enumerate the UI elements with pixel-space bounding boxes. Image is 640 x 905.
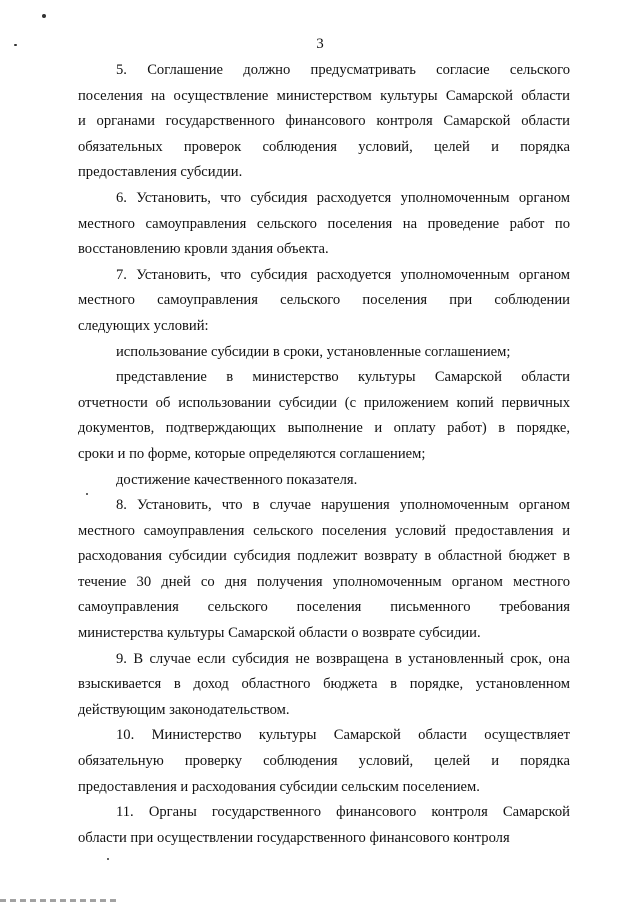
text-line: 11. Органы государственного финансового контроля Самарской xyxy=(116,804,570,821)
text-line: действующим законодательством. xyxy=(78,701,290,718)
text-line: 8. Установить, что в случае нарушения уполномоченным органом xyxy=(116,497,570,514)
text-line: области при осуществлении государственного финансового контроля xyxy=(78,829,510,846)
text-line: расходования субсидии субсидия подлежит возврату в областной бюджет в xyxy=(78,548,570,565)
text-line: поселения на осуществление министерством культуры Самарской области xyxy=(78,87,570,104)
text-line: 6. Установить, что субсидия расходуется уполномоченным органом xyxy=(116,189,570,206)
paragraph xyxy=(78,263,570,340)
document-body xyxy=(78,58,570,851)
text-line: местного самоуправления сельского поселения условий предоставления и xyxy=(78,522,570,539)
text-line: 9. В случае если субсидия не возвращена в установленный срок, она xyxy=(116,650,570,667)
scan-speck xyxy=(107,858,109,860)
text-line: следующих условий: xyxy=(78,317,209,334)
text-line: обязательную проверку соблюдения условий, целей и порядка xyxy=(78,753,570,770)
page-number: 3 xyxy=(316,36,324,52)
paragraph xyxy=(78,58,570,186)
scan-edge-noise xyxy=(0,899,120,902)
text-line: министерства культуры Самарской области о возврате субсидии. xyxy=(78,625,481,642)
paragraph xyxy=(78,647,570,724)
paragraph xyxy=(78,186,570,263)
text-line: обязательных проверок соблюдения условий, целей и порядка xyxy=(78,138,570,155)
text-line: течение 30 дней со дня получения уполномоченным органом местного xyxy=(78,573,570,590)
text-line: 7. Установить, что субсидия расходуется уполномоченным органом xyxy=(116,266,570,283)
text-line: отчетности об использовании субсидии (с приложением копий первичных xyxy=(78,394,570,411)
paragraph xyxy=(78,800,570,851)
text-line: и органами государственного финансового контроля Самарской области xyxy=(78,113,570,130)
paragraph xyxy=(78,365,570,467)
paragraph xyxy=(78,493,570,647)
text-line: местного самоуправления сельского поселения на проведение работ по xyxy=(78,215,570,232)
text-line: представление в министерство культуры Самарской области xyxy=(116,369,570,386)
text-line: предоставления субсидии. xyxy=(78,164,243,181)
text-line: 10. Министерство культуры Самарской области осуществляет xyxy=(116,727,570,744)
text-line: местного самоуправления сельского поселения при соблюдении xyxy=(78,292,570,309)
text-line: взыскивается в доход областного бюджета в порядке, установленном xyxy=(78,676,570,693)
paragraph xyxy=(78,723,570,800)
text-line: документов, подтверждающих выполнение и оплату работ) в порядке, xyxy=(78,420,570,437)
text-line: самоуправления сельского поселения письменного требования xyxy=(78,599,570,616)
text-line: предоставления и расходования субсидии сельским поселением. xyxy=(78,778,480,795)
text-line: сроки и по форме, которые определяются соглашением; xyxy=(78,445,426,462)
scan-speck xyxy=(42,14,46,18)
text-line: достижение качественного показателя. xyxy=(116,471,358,488)
text-line: восстановлению кровли здания объекта. xyxy=(78,241,329,258)
paragraph xyxy=(78,340,570,366)
text-line: использование субсидии в сроки, установленные соглашением; xyxy=(116,343,511,360)
paragraph xyxy=(78,468,570,494)
text-line: 5. Соглашение должно предусматривать согласие сельского xyxy=(116,62,570,78)
